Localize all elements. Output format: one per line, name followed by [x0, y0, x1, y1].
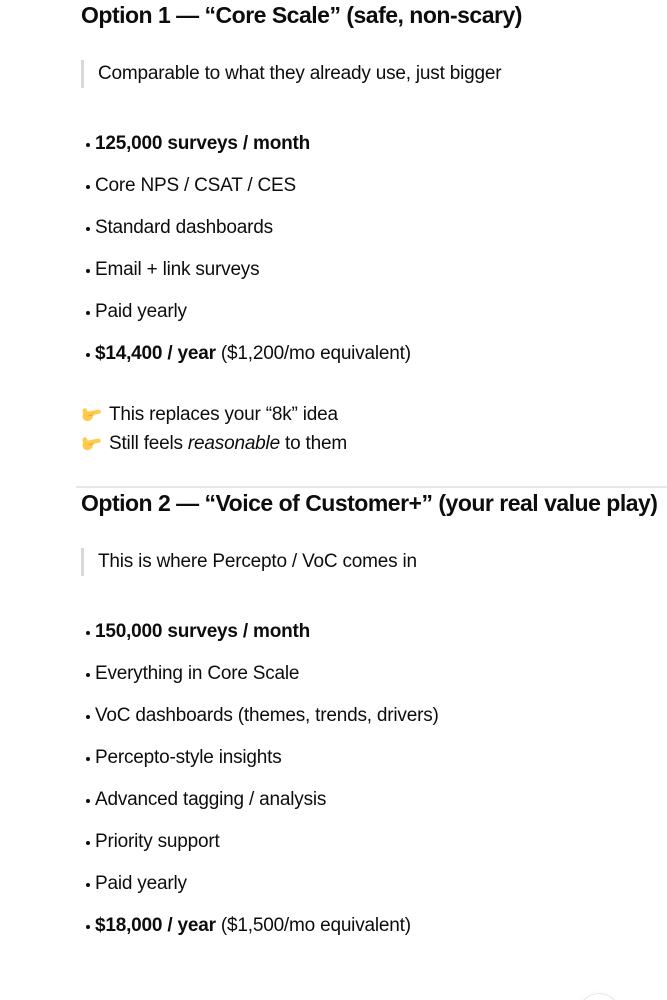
pointing-right-icon	[81, 403, 102, 424]
list-item-text: Core NPS / CSAT / CES	[95, 175, 296, 196]
option-2-section	[81, 488, 667, 940]
list-item-bold-text: 150,000 surveys / month	[95, 621, 311, 642]
list-item-bold-text: $18,000 / year	[95, 915, 216, 936]
list-item	[81, 870, 667, 898]
bullet-dot	[86, 757, 90, 761]
list-item-text: Standard dashboards	[95, 217, 273, 238]
list-item	[81, 744, 667, 772]
list-item-text: Everything in Core Scale	[95, 663, 300, 684]
section-heading: Option 2 — “Voice of Customer+” (your real value play)	[81, 490, 658, 516]
list-item	[81, 340, 667, 368]
list-item	[81, 298, 667, 326]
list-item-text: ($1,200/mo equivalent)	[215, 343, 411, 364]
section-heading: Option 1 — “Core Scale” (safe, non-scary)	[81, 2, 522, 28]
list-item-text: Advanced tagging / analysis	[95, 789, 327, 810]
bullet-dot	[86, 227, 90, 231]
bullet-dot	[86, 799, 90, 803]
list-item	[81, 912, 667, 940]
bullet-dot	[86, 185, 90, 189]
note-text: to them	[279, 433, 347, 454]
list-item-text: Priority support	[95, 831, 220, 852]
note-text: This replaces your “8k” idea	[109, 404, 338, 425]
option-1-section	[81, 0, 667, 488]
list-item	[81, 172, 667, 200]
note-text: Still feels	[109, 433, 188, 454]
bullet-dot	[86, 311, 90, 315]
bullet-dot	[86, 925, 90, 929]
bullet-dot	[86, 841, 90, 845]
list-item	[81, 618, 667, 646]
quote-block	[81, 548, 667, 576]
note-line	[81, 429, 667, 458]
feature-list	[81, 130, 667, 368]
list-item	[81, 130, 667, 158]
feature-list	[81, 618, 667, 940]
list-item-text: Paid yearly	[95, 301, 187, 322]
list-item	[81, 660, 667, 688]
quote-text: Comparable to what they already use, just bigger	[98, 63, 502, 84]
list-item-bold-text: $14,400 / year	[95, 343, 216, 364]
list-item-text: VoC dashboards (themes, trends, drivers)	[95, 705, 439, 726]
pointer-notes	[81, 400, 667, 458]
bullet-dot	[86, 353, 90, 357]
list-item-text: ($1,500/mo equivalent)	[215, 915, 411, 936]
list-item	[81, 828, 667, 856]
list-item-text: Email + link surveys	[95, 259, 260, 280]
list-item	[81, 786, 667, 814]
list-item-text: Percepto-style insights	[95, 747, 282, 768]
bullet-dot	[86, 631, 90, 635]
list-item	[81, 214, 667, 242]
quote-text: This is where Percepto / VoC comes in	[98, 551, 417, 572]
quote-block	[81, 60, 667, 88]
pointing-right-icon	[81, 432, 102, 453]
bullet-dot	[86, 269, 90, 273]
bullet-dot	[86, 715, 90, 719]
list-item-text: Paid yearly	[95, 873, 187, 894]
bullet-dot	[86, 143, 90, 147]
bullet-dot	[86, 883, 90, 887]
list-item-bold-text: 125,000 surveys / month	[95, 133, 311, 154]
note-italic-text: reasonable	[187, 433, 280, 454]
scroll-to-bottom-button[interactable]	[578, 993, 620, 1000]
list-item	[81, 702, 667, 730]
bullet-dot	[86, 673, 90, 677]
note-line	[81, 400, 667, 429]
list-item	[81, 256, 667, 284]
